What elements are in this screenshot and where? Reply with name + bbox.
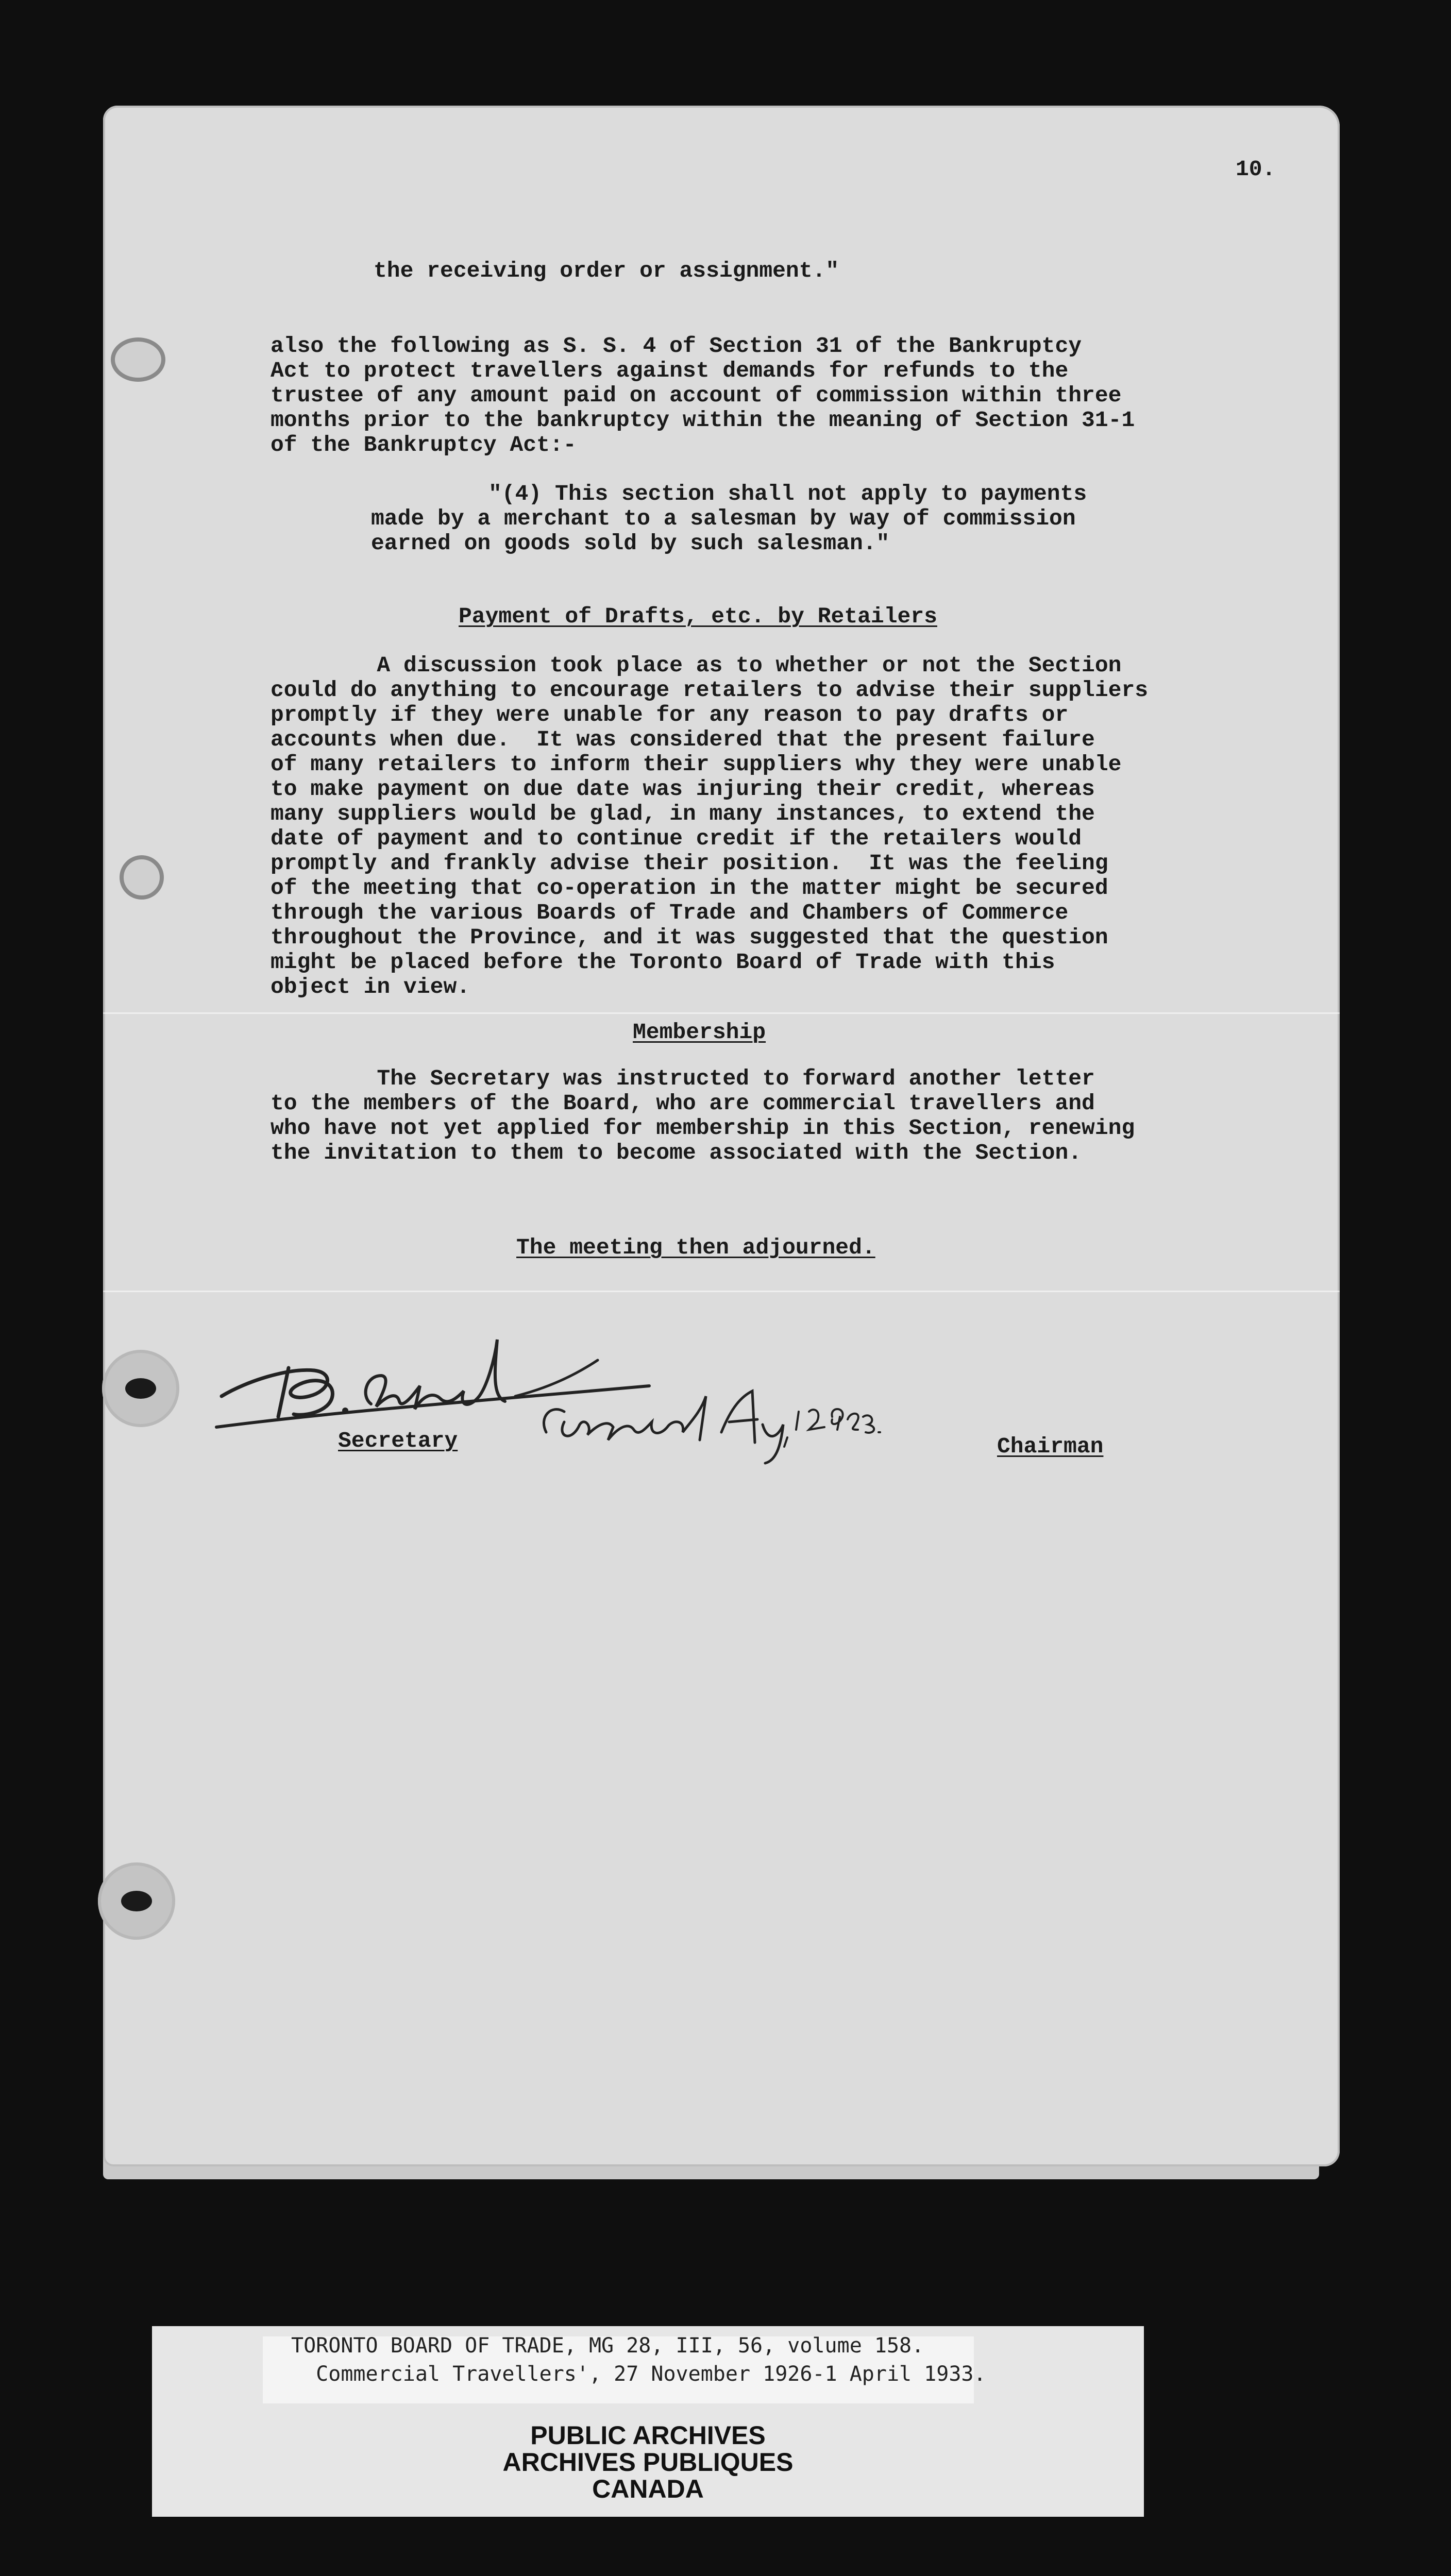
archive-name-fr: ARCHIVES PUBLIQUES	[502, 2448, 794, 2477]
punch-hole	[120, 855, 164, 900]
fold-line	[103, 1291, 1340, 1292]
section-heading-membership: Membership	[633, 1020, 766, 1045]
text-line: earned on goods sold by such salesman."	[371, 531, 890, 556]
archive-citation-line-2: Commercial Travellers', 27 November 1926-1 April 1933.	[291, 2362, 986, 2386]
archive-name-en: PUBLIC ARCHIVES	[530, 2421, 766, 2450]
punch-hole	[98, 1862, 175, 1940]
text-line: might be placed before the Toronto Board of Trade with this	[271, 950, 1055, 975]
text-line: who have not yet applied for membership in this Section, renewing	[271, 1115, 1135, 1141]
text-line: of the Bankruptcy Act:-	[271, 432, 577, 457]
text-line: object in view.	[271, 974, 470, 999]
text-line: Act to protect travellers against demands for refunds to the	[271, 358, 1069, 383]
text-line: months prior to the bankruptcy within the meaning of Section 31-1	[271, 408, 1135, 433]
text-line: of the meeting that co-operation in the matter might be secured	[271, 875, 1108, 901]
text-line: through the various Boards of Trade and Chambers of Commerce	[271, 900, 1069, 925]
fold-line	[103, 1012, 1340, 1014]
section-heading-payment: Payment of Drafts, etc. by Retailers	[459, 604, 937, 629]
confirmation-note	[536, 1376, 897, 1468]
text-line: promptly and frankly advise their position. It was the feeling	[271, 851, 1108, 876]
adjourned-line: The meeting then adjourned.	[516, 1235, 875, 1260]
paragraph-continuation: the receiving order or assignment."	[374, 258, 839, 283]
page-number: 10.	[1236, 157, 1276, 182]
text-line: throughout the Province, and it was suggested that the question	[271, 925, 1108, 950]
text-line: could do anything to encourage retailers to advise their suppliers	[271, 677, 1149, 703]
text-line: promptly if they were unable for any reason to pay drafts or	[271, 702, 1069, 727]
text-line: of many retailers to inform their suppliers why they were unable	[271, 752, 1122, 777]
text-line: A discussion took place as to whether or not the Section	[271, 653, 1122, 678]
text-line: to the members of the Board, who are commercial travellers and	[271, 1091, 1095, 1116]
text-line: the invitation to them to become associated with the Section.	[271, 1140, 1082, 1165]
text-line: many suppliers would be glad, in many instances, to extend the	[271, 801, 1095, 826]
chairman-label: Chairman	[997, 1434, 1104, 1459]
punch-hole	[102, 1350, 179, 1427]
text-line: also the following as S. S. 4 of Section 31 of the Bankruptcy	[271, 333, 1082, 359]
text-line: trustee of any amount paid on account of commission within three	[271, 383, 1122, 408]
archive-country: CANADA	[592, 2475, 704, 2503]
text-line: accounts when due. It was considered that the present failure	[271, 727, 1095, 752]
text-line: "(4) This section shall not apply to payments	[488, 481, 1087, 506]
text-line: to make payment on due date was injuring their credit, whereas	[271, 776, 1095, 802]
punch-hole	[111, 337, 165, 382]
archive-citation-line-1: TORONTO BOARD OF TRADE, MG 28, III, 56, volume 158.	[291, 2334, 924, 2358]
text-line: made by a merchant to a salesman by way of commission	[371, 506, 1076, 531]
secretary-label: Secretary	[338, 1428, 458, 1453]
text-line: The Secretary was instructed to forward another letter	[271, 1066, 1095, 1091]
text-line: date of payment and to continue credit if the retailers would	[271, 826, 1082, 851]
